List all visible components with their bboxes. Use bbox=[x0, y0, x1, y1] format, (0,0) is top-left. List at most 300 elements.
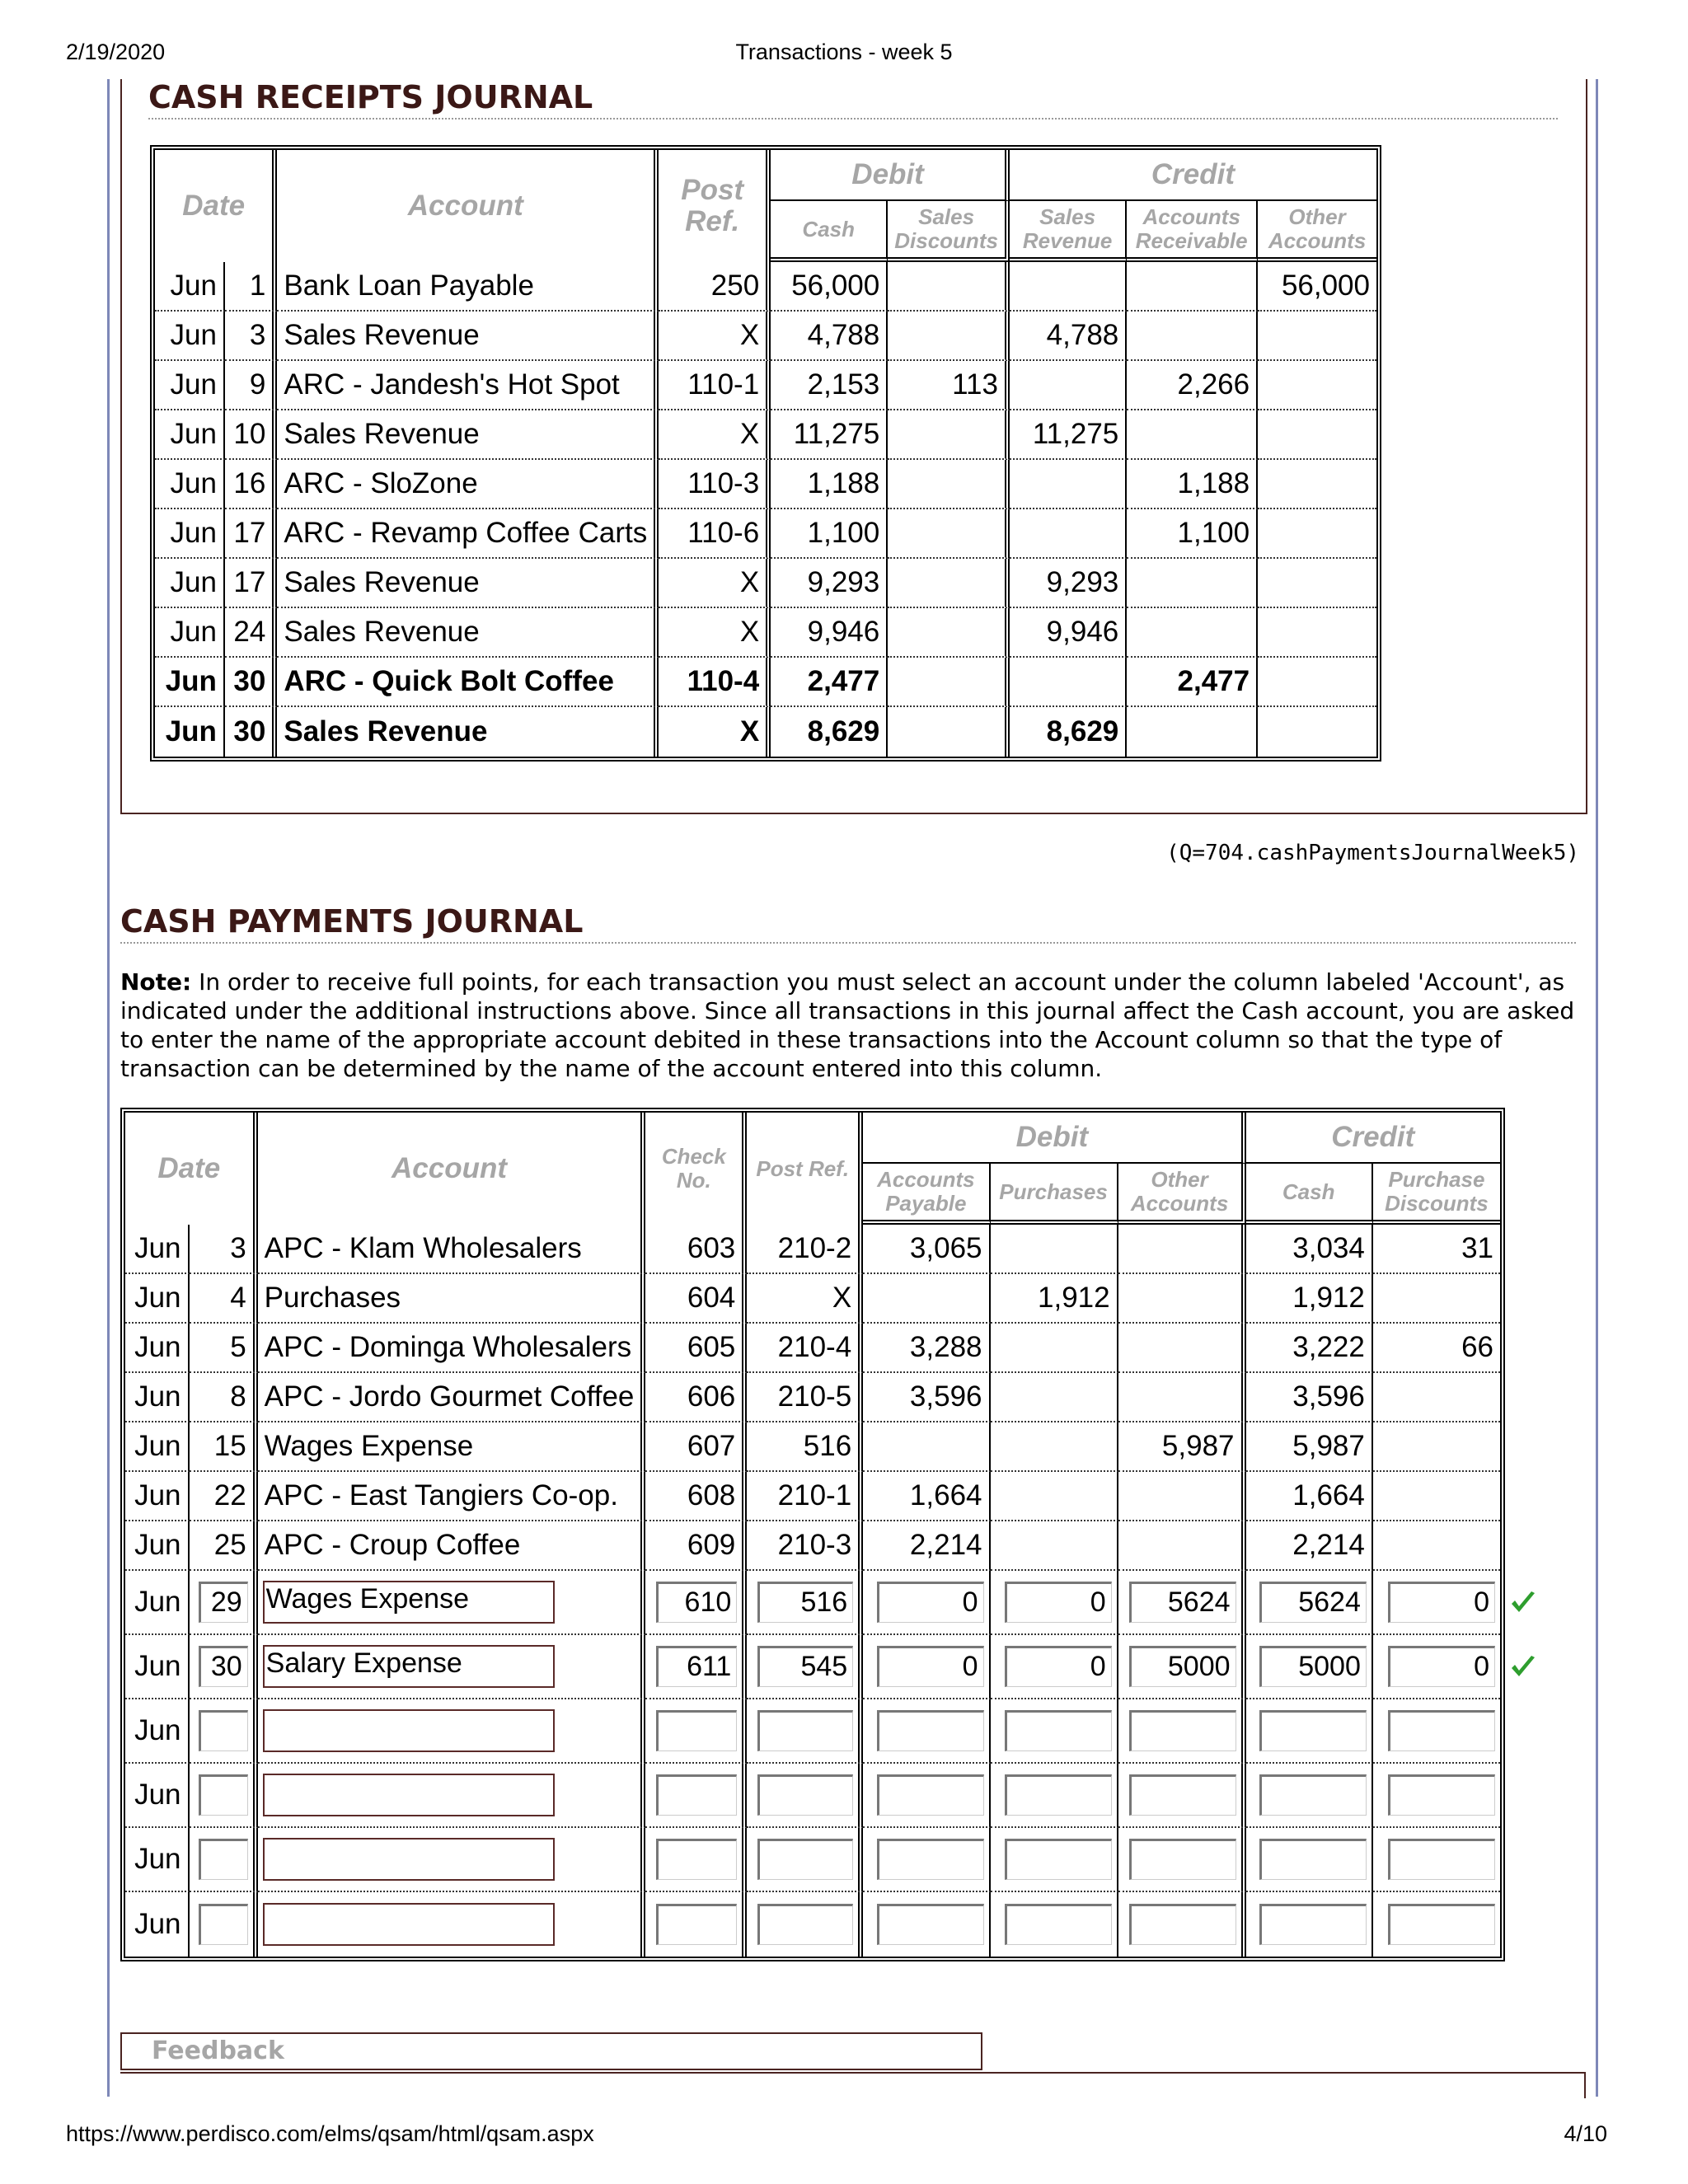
accounts-receivable-cell bbox=[1127, 312, 1258, 361]
other-accounts-input[interactable]: 5624 bbox=[1129, 1582, 1236, 1623]
post-ref-cell: X bbox=[659, 608, 771, 658]
day-cell: 17 bbox=[225, 509, 277, 559]
post-ref-cell bbox=[747, 1699, 863, 1764]
col-cash: Cash bbox=[1246, 1164, 1373, 1225]
post-ref-input[interactable] bbox=[757, 1904, 853, 1945]
cash-cell: 2,153 bbox=[771, 361, 888, 410]
col-date: Date bbox=[155, 150, 277, 262]
purchases-cell bbox=[991, 1571, 1118, 1635]
other-accounts-cell bbox=[1118, 1521, 1246, 1571]
accounts-receivable-cell bbox=[1127, 608, 1258, 658]
cash-cell: 2,214 bbox=[1246, 1521, 1373, 1571]
purchase-discounts-input[interactable]: 0 bbox=[1388, 1582, 1495, 1623]
feedback-header[interactable]: Feedback bbox=[120, 2032, 982, 2070]
account-cell: Sales Revenue bbox=[277, 410, 659, 460]
month-cell: Jun bbox=[125, 1422, 190, 1472]
group-debit: Debit bbox=[863, 1113, 1245, 1164]
cash-input[interactable] bbox=[1259, 1710, 1367, 1751]
check-no-cell: 606 bbox=[645, 1373, 747, 1422]
table-row bbox=[125, 1324, 1500, 1373]
purchase-discounts-cell bbox=[1373, 1472, 1500, 1521]
accounts-payable-cell: 1,664 bbox=[863, 1472, 990, 1521]
cash-cell bbox=[1246, 1892, 1373, 1957]
month-cell: Jun bbox=[155, 559, 225, 608]
account-cell: Sales Revenue bbox=[277, 707, 659, 757]
accounts-payable-cell bbox=[863, 1764, 990, 1828]
accounts-payable-cell bbox=[863, 1274, 990, 1324]
other-accounts-cell bbox=[1118, 1225, 1246, 1274]
table-row bbox=[155, 460, 1376, 509]
cash-cell bbox=[1246, 1571, 1373, 1635]
account-cell: ARC - SloZone bbox=[277, 460, 659, 509]
print-url: https://www.perdisco.com/elms/qsam/html/qsam.aspx bbox=[66, 2121, 594, 2146]
post-ref-cell: X bbox=[747, 1274, 863, 1324]
accounts-payable-cell: 3,065 bbox=[863, 1225, 990, 1274]
col-check-no: Check No. bbox=[645, 1113, 747, 1225]
sales-revenue-cell bbox=[1010, 658, 1127, 707]
sales-discounts-cell: 113 bbox=[888, 361, 1010, 410]
col-sales-revenue: Sales Revenue bbox=[1010, 201, 1127, 262]
account-cell bbox=[258, 1635, 646, 1699]
month-cell: Jun bbox=[125, 1324, 190, 1373]
purchase-discounts-cell bbox=[1373, 1635, 1500, 1699]
cash-cell: 5,987 bbox=[1246, 1422, 1373, 1472]
check-no-cell bbox=[645, 1828, 747, 1892]
month-cell: Jun bbox=[125, 1571, 190, 1635]
other-accounts-cell bbox=[1118, 1635, 1246, 1699]
input-row bbox=[125, 1571, 1500, 1635]
purchases-input[interactable] bbox=[1005, 1774, 1112, 1816]
accounts-payable-cell: 3,288 bbox=[863, 1324, 990, 1373]
sales-revenue-cell bbox=[1010, 262, 1127, 312]
accounts-payable-input[interactable] bbox=[877, 1710, 984, 1751]
cash-cell: 3,222 bbox=[1246, 1324, 1373, 1373]
other-accounts-cell bbox=[1118, 1324, 1246, 1373]
purchase-discounts-cell bbox=[1373, 1422, 1500, 1472]
table-row bbox=[125, 1225, 1500, 1274]
day-input[interactable] bbox=[199, 1710, 248, 1751]
check-no-input[interactable] bbox=[656, 1774, 737, 1816]
day-cell: 9 bbox=[225, 361, 277, 410]
accounts-receivable-cell: 2,266 bbox=[1127, 361, 1258, 410]
cash-cell: 4,788 bbox=[771, 312, 888, 361]
input-row bbox=[125, 1828, 1500, 1892]
day-cell: 24 bbox=[225, 608, 277, 658]
purchase-discounts-cell bbox=[1373, 1571, 1500, 1635]
purchases-input[interactable] bbox=[1005, 1904, 1112, 1945]
cash-cell: 8,629 bbox=[771, 707, 888, 757]
month-cell: Jun bbox=[155, 707, 225, 757]
accounts-payable-cell bbox=[863, 1892, 990, 1957]
table-row bbox=[155, 658, 1376, 707]
account-input[interactable] bbox=[263, 1774, 555, 1816]
check-no-input[interactable] bbox=[656, 1904, 737, 1945]
purchase-discounts-input[interactable]: 0 bbox=[1388, 1646, 1495, 1687]
purchase-discounts-cell bbox=[1373, 1699, 1500, 1764]
day-cell bbox=[190, 1828, 258, 1892]
account-cell bbox=[258, 1892, 646, 1957]
purchases-input[interactable] bbox=[1005, 1839, 1112, 1880]
post-ref-input[interactable]: 516 bbox=[757, 1582, 853, 1623]
sales-revenue-cell bbox=[1010, 460, 1127, 509]
cash-input[interactable] bbox=[1259, 1774, 1367, 1816]
table-row bbox=[125, 1274, 1500, 1324]
accounts-payable-input[interactable]: 0 bbox=[877, 1582, 984, 1623]
accounts-receivable-cell: 1,188 bbox=[1127, 460, 1258, 509]
purchase-discounts-cell: 31 bbox=[1373, 1225, 1500, 1274]
other-accounts-cell bbox=[1118, 1828, 1246, 1892]
sales-discounts-cell bbox=[888, 559, 1010, 608]
month-cell: Jun bbox=[125, 1373, 190, 1422]
cash-cell bbox=[1246, 1764, 1373, 1828]
month-cell: Jun bbox=[125, 1764, 190, 1828]
cash-cell bbox=[1246, 1828, 1373, 1892]
post-ref-cell: 210-4 bbox=[747, 1324, 863, 1373]
question-id: (Q=704.cashPaymentsJournalWeek5) bbox=[1166, 841, 1579, 865]
post-ref-cell: X bbox=[659, 707, 771, 757]
post-ref-cell: 110-4 bbox=[659, 658, 771, 707]
month-cell: Jun bbox=[125, 1892, 190, 1957]
day-cell: 5 bbox=[190, 1324, 258, 1373]
other-accounts-cell: 5,987 bbox=[1118, 1422, 1246, 1472]
accounts-receivable-cell bbox=[1127, 262, 1258, 312]
month-cell: Jun bbox=[125, 1521, 190, 1571]
other-accounts-input[interactable] bbox=[1129, 1904, 1236, 1945]
col-account: Account bbox=[277, 150, 659, 262]
accounts-receivable-cell bbox=[1127, 707, 1258, 757]
cash-cell: 1,664 bbox=[1246, 1472, 1373, 1521]
month-cell: Jun bbox=[125, 1225, 190, 1274]
post-ref-cell: 110-1 bbox=[659, 361, 771, 410]
frame-line-left bbox=[107, 79, 110, 2097]
account-input[interactable] bbox=[263, 1903, 555, 1946]
accounts-payable-cell bbox=[863, 1571, 990, 1635]
accounts-payable-cell bbox=[863, 1635, 990, 1699]
print-date: 2/19/2020 bbox=[66, 40, 166, 64]
day-cell: 22 bbox=[190, 1472, 258, 1521]
purchases-input[interactable]: 0 bbox=[1005, 1582, 1112, 1623]
cash-cell: 11,275 bbox=[771, 410, 888, 460]
post-ref-cell: X bbox=[659, 312, 771, 361]
sales-discounts-cell bbox=[888, 262, 1010, 312]
post-ref-cell: X bbox=[659, 559, 771, 608]
check-no-cell: 607 bbox=[645, 1422, 747, 1472]
day-cell: 8 bbox=[190, 1373, 258, 1422]
other-accounts-cell bbox=[1258, 707, 1376, 757]
account-cell: Sales Revenue bbox=[277, 559, 659, 608]
account-cell: ARC - Revamp Coffee Carts bbox=[277, 509, 659, 559]
other-accounts-cell bbox=[1258, 361, 1376, 410]
account-cell: ARC - Quick Bolt Coffee bbox=[277, 658, 659, 707]
day-cell bbox=[190, 1571, 258, 1635]
payments-note bbox=[120, 968, 1579, 1083]
purchases-input[interactable] bbox=[1005, 1710, 1112, 1751]
purchase-discounts-cell bbox=[1373, 1521, 1500, 1571]
post-ref-input[interactable]: 545 bbox=[757, 1646, 853, 1687]
sales-discounts-cell bbox=[888, 707, 1010, 757]
month-cell: Jun bbox=[155, 262, 225, 312]
day-cell bbox=[190, 1699, 258, 1764]
purchases-cell bbox=[991, 1699, 1118, 1764]
purchase-discounts-cell bbox=[1373, 1373, 1500, 1422]
other-accounts-cell bbox=[1118, 1892, 1246, 1957]
accounts-payable-input[interactable] bbox=[877, 1904, 984, 1945]
receipts-title-rule bbox=[148, 118, 1558, 120]
account-input[interactable] bbox=[263, 1709, 555, 1752]
other-accounts-input[interactable]: 5000 bbox=[1129, 1646, 1236, 1687]
month-cell: Jun bbox=[125, 1699, 190, 1764]
post-ref-cell bbox=[747, 1764, 863, 1828]
other-accounts-cell bbox=[1258, 559, 1376, 608]
accounts-payable-input[interactable]: 0 bbox=[877, 1646, 984, 1687]
check-no-input[interactable]: 610 bbox=[656, 1582, 737, 1623]
day-cell: 3 bbox=[225, 312, 277, 361]
account-cell: APC - Jordo Gourmet Coffee bbox=[258, 1373, 646, 1422]
month-cell: Jun bbox=[125, 1635, 190, 1699]
post-ref-cell bbox=[747, 1892, 863, 1957]
other-accounts-cell bbox=[1258, 658, 1376, 707]
col-other-accounts: Other Accounts bbox=[1258, 201, 1376, 262]
cash-cell: 1,100 bbox=[771, 509, 888, 559]
cash-cell bbox=[1246, 1635, 1373, 1699]
check-no-cell bbox=[645, 1892, 747, 1957]
account-cell: Bank Loan Payable bbox=[277, 262, 659, 312]
purchases-cell: 1,912 bbox=[991, 1274, 1118, 1324]
month-cell: Jun bbox=[155, 460, 225, 509]
other-accounts-cell bbox=[1118, 1764, 1246, 1828]
cash-cell: 9,293 bbox=[771, 559, 888, 608]
month-cell: Jun bbox=[155, 509, 225, 559]
cash-input[interactable]: 5624 bbox=[1259, 1582, 1367, 1623]
col-accounts-payable: Accounts Payable bbox=[863, 1164, 990, 1225]
col-purchases: Purchases bbox=[991, 1164, 1118, 1225]
account-cell: Wages Expense bbox=[258, 1422, 646, 1472]
account-input[interactable]: Salary Expense bbox=[263, 1645, 555, 1688]
day-cell: 4 bbox=[190, 1274, 258, 1324]
day-cell bbox=[190, 1892, 258, 1957]
other-accounts-cell bbox=[1258, 312, 1376, 361]
purchases-cell bbox=[991, 1828, 1118, 1892]
post-ref-input[interactable] bbox=[757, 1710, 853, 1751]
input-row bbox=[125, 1699, 1500, 1764]
account-input[interactable] bbox=[263, 1838, 555, 1881]
group-credit: Credit bbox=[1246, 1113, 1500, 1164]
sales-discounts-cell bbox=[888, 608, 1010, 658]
accounts-payable-cell bbox=[863, 1699, 990, 1764]
col-post-ref: Post Ref. bbox=[747, 1113, 863, 1225]
accounts-payable-cell bbox=[863, 1828, 990, 1892]
purchase-discounts-cell bbox=[1373, 1274, 1500, 1324]
sales-revenue-cell: 11,275 bbox=[1010, 410, 1127, 460]
purchases-input[interactable]: 0 bbox=[1005, 1646, 1112, 1687]
post-ref-cell: 210-5 bbox=[747, 1373, 863, 1422]
cash-receipts-table bbox=[150, 145, 1381, 762]
account-cell bbox=[258, 1571, 646, 1635]
account-cell bbox=[258, 1828, 646, 1892]
day-cell: 1 bbox=[225, 262, 277, 312]
accounts-receivable-cell bbox=[1127, 410, 1258, 460]
month-cell: Jun bbox=[125, 1828, 190, 1892]
table-row bbox=[125, 1472, 1500, 1521]
other-accounts-cell bbox=[1118, 1699, 1246, 1764]
check-no-input[interactable] bbox=[656, 1839, 737, 1880]
table-row bbox=[125, 1373, 1500, 1422]
col-cash: Cash bbox=[771, 201, 888, 262]
purchase-discounts-input[interactable] bbox=[1388, 1839, 1495, 1880]
month-cell: Jun bbox=[155, 312, 225, 361]
table-row bbox=[125, 1521, 1500, 1571]
col-purchase-discounts: Purchase Discounts bbox=[1373, 1164, 1500, 1225]
cash-cell bbox=[1246, 1699, 1373, 1764]
post-ref-cell: 250 bbox=[659, 262, 771, 312]
account-cell: APC - East Tangiers Co-op. bbox=[258, 1472, 646, 1521]
accounts-payable-input[interactable] bbox=[877, 1839, 984, 1880]
cash-cell: 2,477 bbox=[771, 658, 888, 707]
day-input[interactable] bbox=[199, 1839, 248, 1880]
check-no-cell: 609 bbox=[645, 1521, 747, 1571]
feedback-panel bbox=[120, 2072, 1586, 2098]
frame-line-right bbox=[1596, 79, 1598, 2097]
table-row bbox=[155, 312, 1376, 361]
cash-cell: 3,034 bbox=[1246, 1225, 1373, 1274]
post-ref-cell: X bbox=[659, 410, 771, 460]
table-row bbox=[155, 410, 1376, 460]
check-no-cell: 603 bbox=[645, 1225, 747, 1274]
day-cell: 16 bbox=[225, 460, 277, 509]
accounts-receivable-cell: 1,100 bbox=[1127, 509, 1258, 559]
col-sales-discounts: Sales Discounts bbox=[888, 201, 1010, 262]
cash-input[interactable] bbox=[1259, 1839, 1367, 1880]
note-text: In order to receive full points, for each transaction you must select an account under the column labeled 'Account', as indicated under the additional instructions above. Since all transactions in this journal affect the Cash account, you are asked to enter the name of the appropriate account debited in these transactions into the Account column so that the type of transaction can be determined by the name of the account entered into this column. bbox=[120, 968, 1575, 1082]
payments-title-rule bbox=[120, 942, 1576, 944]
account-cell: APC - Klam Wholesalers bbox=[258, 1225, 646, 1274]
account-input[interactable]: Wages Expense bbox=[263, 1581, 555, 1624]
post-ref-cell: 110-6 bbox=[659, 509, 771, 559]
cash-input[interactable]: 5000 bbox=[1259, 1646, 1367, 1687]
month-cell: Jun bbox=[155, 658, 225, 707]
post-ref-cell: 110-3 bbox=[659, 460, 771, 509]
cash-cell: 1,188 bbox=[771, 460, 888, 509]
purchases-cell bbox=[991, 1225, 1118, 1274]
other-accounts-cell bbox=[1258, 460, 1376, 509]
day-cell: 10 bbox=[225, 410, 277, 460]
accounts-payable-cell bbox=[863, 1422, 990, 1472]
sales-revenue-cell bbox=[1010, 509, 1127, 559]
purchase-discounts-cell bbox=[1373, 1892, 1500, 1957]
account-cell bbox=[258, 1764, 646, 1828]
col-post-ref: Post Ref. bbox=[659, 150, 771, 262]
table-row bbox=[155, 608, 1376, 658]
other-accounts-cell bbox=[1118, 1571, 1246, 1635]
col-other-accounts: Other Accounts bbox=[1118, 1164, 1246, 1225]
col-account: Account bbox=[258, 1113, 646, 1225]
post-ref-cell bbox=[747, 1635, 863, 1699]
other-accounts-input[interactable] bbox=[1129, 1710, 1236, 1751]
cash-cell: 1,912 bbox=[1246, 1274, 1373, 1324]
post-ref-input[interactable] bbox=[757, 1839, 853, 1880]
other-accounts-cell bbox=[1258, 608, 1376, 658]
check-no-cell bbox=[645, 1571, 747, 1635]
check-no-input[interactable] bbox=[656, 1710, 737, 1751]
month-cell: Jun bbox=[155, 608, 225, 658]
print-title: Transactions - week 5 bbox=[735, 40, 953, 64]
check-no-cell bbox=[645, 1764, 747, 1828]
other-accounts-cell: 56,000 bbox=[1258, 262, 1376, 312]
sales-discounts-cell bbox=[888, 658, 1010, 707]
month-cell: Jun bbox=[125, 1472, 190, 1521]
check-no-cell: 608 bbox=[645, 1472, 747, 1521]
accounts-receivable-cell bbox=[1127, 559, 1258, 608]
day-input[interactable] bbox=[199, 1904, 248, 1945]
day-input[interactable]: 29 bbox=[199, 1582, 248, 1623]
account-cell: Sales Revenue bbox=[277, 608, 659, 658]
post-ref-cell bbox=[747, 1828, 863, 1892]
input-row bbox=[125, 1764, 1500, 1828]
table-row bbox=[155, 707, 1376, 757]
month-cell: Jun bbox=[155, 361, 225, 410]
cash-input[interactable] bbox=[1259, 1904, 1367, 1945]
check-no-input[interactable]: 611 bbox=[656, 1646, 737, 1687]
purchases-cell bbox=[991, 1892, 1118, 1957]
day-cell: 30 bbox=[225, 707, 277, 757]
receipts-title: CASH RECEIPTS JOURNAL bbox=[148, 79, 593, 115]
purchase-discounts-input[interactable] bbox=[1388, 1710, 1495, 1751]
other-accounts-cell bbox=[1258, 410, 1376, 460]
purchase-discounts-input[interactable] bbox=[1388, 1774, 1495, 1816]
account-cell: APC - Dominga Wholesalers bbox=[258, 1324, 646, 1373]
other-accounts-input[interactable] bbox=[1129, 1774, 1236, 1816]
sales-discounts-cell bbox=[888, 410, 1010, 460]
purchase-discounts-cell: 66 bbox=[1373, 1324, 1500, 1373]
sales-revenue-cell: 8,629 bbox=[1010, 707, 1127, 757]
sales-discounts-cell bbox=[888, 509, 1010, 559]
sales-revenue-cell: 9,293 bbox=[1010, 559, 1127, 608]
group-credit: Credit bbox=[1010, 150, 1376, 201]
day-cell: 25 bbox=[190, 1521, 258, 1571]
note-label: Note: bbox=[120, 968, 192, 996]
table-row bbox=[155, 509, 1376, 559]
account-cell: APC - Croup Coffee bbox=[258, 1521, 646, 1571]
check-no-cell: 604 bbox=[645, 1274, 747, 1324]
correct-check-icon bbox=[1508, 1652, 1538, 1682]
day-cell: 3 bbox=[190, 1225, 258, 1274]
payments-title: CASH PAYMENTS JOURNAL bbox=[120, 903, 584, 940]
col-accounts-receivable: Accounts Receivable bbox=[1127, 201, 1258, 262]
day-input[interactable]: 30 bbox=[199, 1646, 248, 1687]
check-no-cell bbox=[645, 1699, 747, 1764]
other-accounts-cell bbox=[1118, 1472, 1246, 1521]
purchase-discounts-input[interactable] bbox=[1388, 1904, 1495, 1945]
table-row bbox=[155, 559, 1376, 608]
account-cell: Purchases bbox=[258, 1274, 646, 1324]
month-cell: Jun bbox=[125, 1274, 190, 1324]
post-ref-input[interactable] bbox=[757, 1774, 853, 1816]
day-input[interactable] bbox=[199, 1774, 248, 1816]
check-no-cell: 605 bbox=[645, 1324, 747, 1373]
other-accounts-cell bbox=[1258, 509, 1376, 559]
accounts-payable-input[interactable] bbox=[877, 1774, 984, 1816]
table-row bbox=[155, 262, 1376, 312]
sales-discounts-cell bbox=[888, 312, 1010, 361]
other-accounts-input[interactable] bbox=[1129, 1839, 1236, 1880]
other-accounts-cell bbox=[1118, 1373, 1246, 1422]
purchases-cell bbox=[991, 1635, 1118, 1699]
account-cell: ARC - Jandesh's Hot Spot bbox=[277, 361, 659, 410]
cash-cell: 9,946 bbox=[771, 608, 888, 658]
day-cell bbox=[190, 1635, 258, 1699]
day-cell: 30 bbox=[225, 658, 277, 707]
purchases-cell bbox=[991, 1521, 1118, 1571]
